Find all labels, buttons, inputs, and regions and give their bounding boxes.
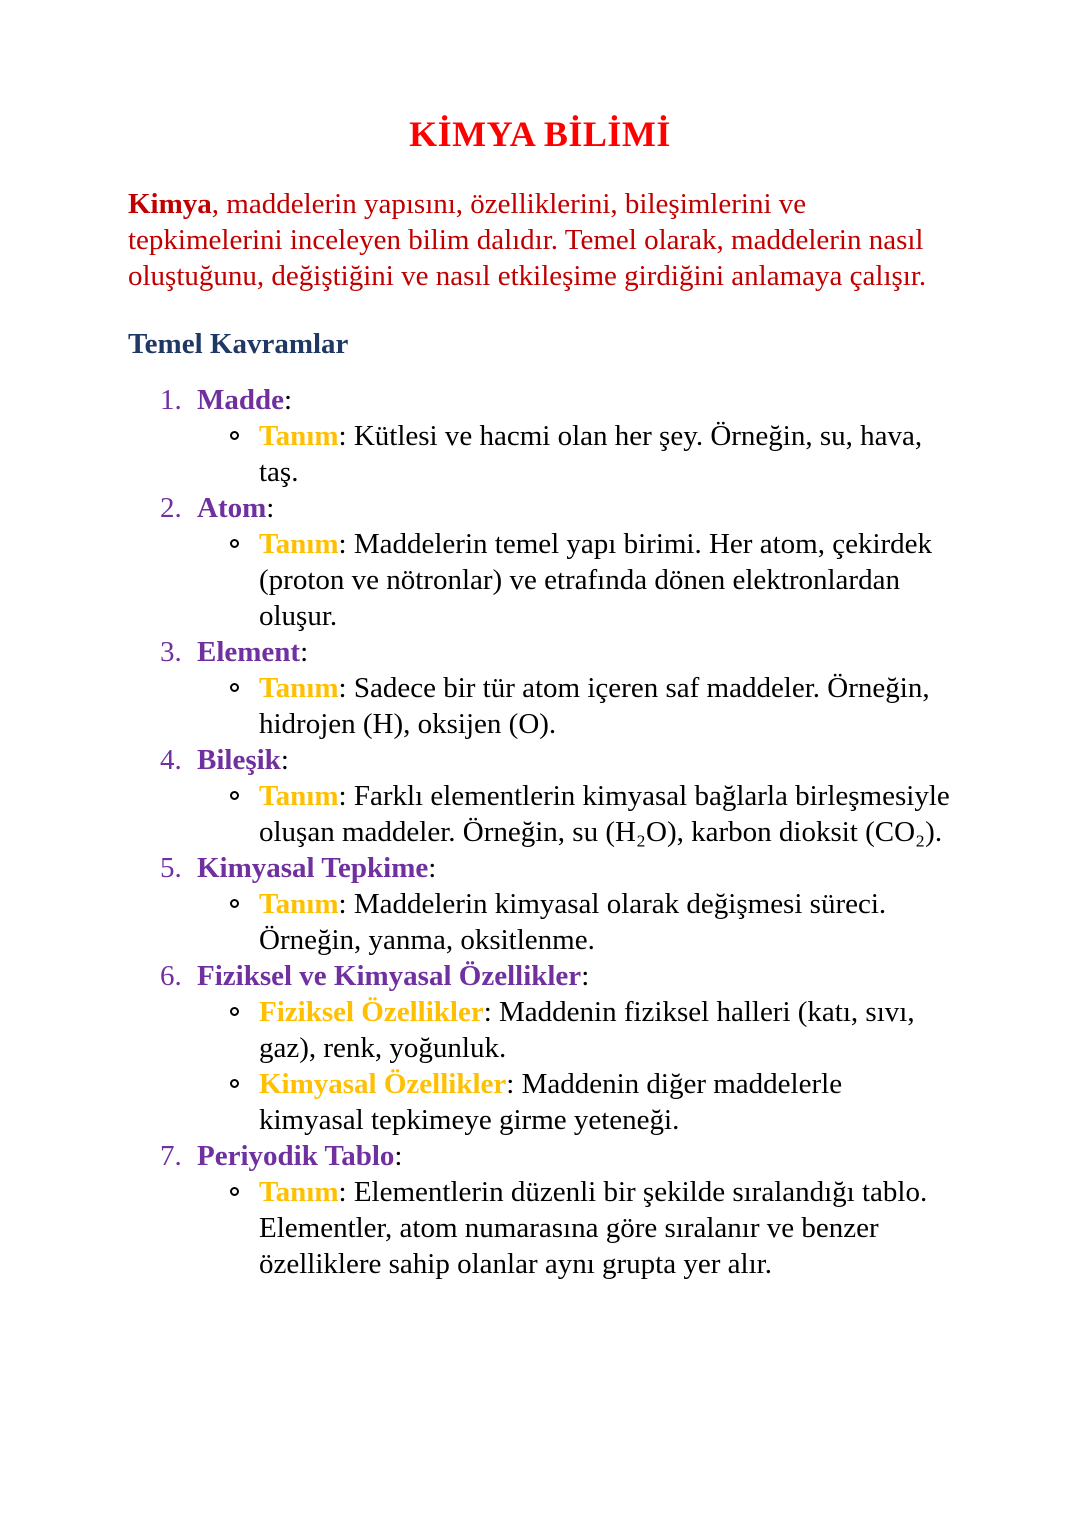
colon: : <box>284 384 293 416</box>
term-line <box>160 850 952 886</box>
definition-text <box>259 886 952 958</box>
document-content <box>128 112 952 1282</box>
definition-label: Tanım <box>259 420 339 452</box>
item-term: Atom <box>197 492 267 524</box>
definition-body: : Maddelerin kimyasal olarak değişmesi süreci. Örneğin, yanma, oksitlenme. <box>259 888 887 956</box>
definition-row <box>160 1174 952 1282</box>
colon: : <box>266 492 275 524</box>
term-line <box>160 742 952 778</box>
definition-label: Tanım <box>259 1176 339 1208</box>
colon: : <box>280 744 289 776</box>
definition-body: : Sadece bir tür atom içeren saf maddeler. Örneğin, hidrojen (H), oksijen (O). <box>259 672 930 740</box>
item-number: 4. <box>160 744 182 776</box>
definition-body: : Maddenin fiziksel halleri (katı, sıvı, gaz), renk, yoğunluk. <box>259 996 915 1064</box>
item-number: 6. <box>160 960 182 992</box>
concepts-list <box>128 382 952 1282</box>
definition-row <box>160 778 952 850</box>
definition-body: : Kütlesi ve hacmi olan her şey. Örneğin, su, hava, taş. <box>259 420 923 488</box>
definition-body: : Maddenin diğer maddelerle kimyasal tepkimeye girme yeteneği. <box>259 1068 843 1136</box>
list-item-madde <box>160 382 952 490</box>
item-term: Madde <box>197 384 284 416</box>
definition-body: : Elementlerin düzenli bir şekilde sıralandığı tablo. Elementler, atom numarasına göre sıralanır ve benzer özelliklere sahip olanlar aynı grupta yer alır. <box>259 1176 928 1280</box>
circle-bullet-icon <box>230 899 239 908</box>
item-number: 7. <box>160 1140 182 1172</box>
definition-text <box>259 1066 952 1138</box>
item-term: Element <box>197 636 301 668</box>
definition-text <box>259 778 952 850</box>
item-number: 1. <box>160 384 182 416</box>
item-number: 3. <box>160 636 182 668</box>
definition-label: Tanım <box>259 888 339 920</box>
definition-body: : Maddelerin temel yapı birimi. Her atom, çekirdek (proton ve nötronlar) ve etrafında dönen elektronlardan oluşur. <box>259 528 933 632</box>
term-line <box>160 634 952 670</box>
item-term: Kimyasal Tepkime <box>197 852 429 884</box>
item-number: 2. <box>160 492 182 524</box>
definition-text <box>259 526 952 634</box>
term-line <box>160 382 952 418</box>
definition-text <box>259 994 952 1066</box>
intro-lead-word: Kimya <box>128 188 212 220</box>
intro-paragraph <box>128 186 952 294</box>
definition-row <box>160 418 952 490</box>
list-item-element <box>160 634 952 742</box>
term-line <box>160 958 952 994</box>
item-term: Bileşik <box>197 744 281 776</box>
definition-body: : Farklı elementlerin kimyasal bağlarla birleşmesiyle oluşan maddeler. Örneğin, su (H₂O), karbon dioksit (CO₂). <box>259 780 950 848</box>
circle-bullet-icon <box>230 1187 239 1196</box>
definition-row <box>160 670 952 742</box>
list-item-periyodik-tablo <box>160 1138 952 1282</box>
definition-label: Tanım <box>259 672 339 704</box>
list-item-kimyasal-tepkime <box>160 850 952 958</box>
definition-row <box>160 994 952 1066</box>
intro-body-text: , maddelerin yapısını, özelliklerini, bileşimlerini ve tepkimelerini inceleyen bilim dalıdır. Temel olarak, maddelerin nasıl oluştuğunu, değiştiğini ve nasıl etkileşime girdiğini anlamaya çalışır. <box>128 188 927 292</box>
definition-label: Kimyasal Özellikler <box>259 1068 507 1100</box>
definition-text <box>259 418 952 490</box>
circle-bullet-icon <box>230 539 239 548</box>
circle-bullet-icon <box>230 683 239 692</box>
item-number: 5. <box>160 852 182 884</box>
section-heading: Temel Kavramlar <box>128 328 349 360</box>
definition-label: Tanım <box>259 780 339 812</box>
definition-label: Fiziksel Özellikler <box>259 996 484 1028</box>
definition-text <box>259 1174 952 1282</box>
item-term: Periyodik Tablo <box>197 1140 395 1172</box>
list-item-bilesik <box>160 742 952 850</box>
term-line <box>160 1138 952 1174</box>
list-item-atom <box>160 490 952 634</box>
circle-bullet-icon <box>230 431 239 440</box>
definition-text <box>259 670 952 742</box>
colon: : <box>394 1140 403 1172</box>
page-title: KİMYA BİLİMİ <box>409 114 671 154</box>
definition-row <box>160 1066 952 1138</box>
definition-label: Tanım <box>259 528 339 560</box>
item-term: Fiziksel ve Kimyasal Özellikler <box>197 960 582 992</box>
list-item-fiziksel-kimyasal-ozellikler <box>160 958 952 1138</box>
colon: : <box>428 852 437 884</box>
colon: : <box>581 960 590 992</box>
circle-bullet-icon <box>230 1007 239 1016</box>
colon: : <box>300 636 309 668</box>
circle-bullet-icon <box>230 791 239 800</box>
definition-row <box>160 886 952 958</box>
term-line <box>160 490 952 526</box>
circle-bullet-icon <box>230 1079 239 1088</box>
definition-row <box>160 526 952 634</box>
